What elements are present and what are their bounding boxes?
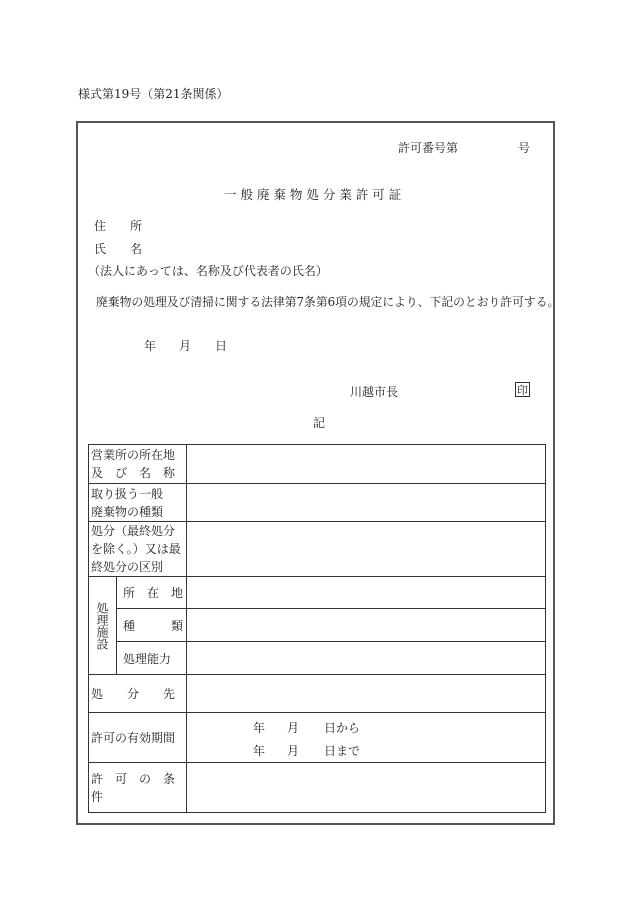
disposal-destination-label: 処 分 先 [91,686,176,701]
table-row [89,675,546,713]
facility-group-label: 処理施設 [95,601,109,650]
facility-type-label-cell [117,609,187,642]
validity-label-cell [89,713,187,763]
facility-capacity-label-cell [117,642,187,675]
table-row [89,577,546,609]
waste-type-value-cell [187,484,546,522]
disposal-category-value-cell [187,522,546,577]
record-heading: 記 [313,416,326,430]
permit-number-suffix: 号 [518,141,531,155]
permit-statement: 廃棄物の処理及び清掃に関する法律第7条第6項の規定により、下記のとおり許可する。 [96,295,560,309]
waste-type-label-cell [89,484,187,522]
certificate-title: 一 般 廃 棄 物 処 分 業 許 可 証 [224,187,402,202]
facility-location-value-cell [187,577,546,609]
date-day: 日 [215,339,228,353]
facility-location-label-cell [117,577,187,609]
issuer-name: 川越市長 [350,385,399,399]
business-office-label-cell [89,445,187,484]
permit-number-label: 許可番号第 [398,141,459,155]
business-office-label-line2: 及 び 名 称 [91,466,176,480]
facility-location-label: 所 在 地 [123,586,184,600]
permit-certificate-frame [76,121,560,825]
date-month: 月 [179,339,192,353]
date-year: 年 [144,339,157,353]
business-office-value-cell [187,445,546,484]
validity-label: 許可の有効期間 [91,730,176,745]
facility-type-label: 種 類 [123,618,184,633]
validity-to-month: 月 [287,744,300,758]
table-row [89,713,546,763]
facility-group-cell [89,577,117,675]
validity-to-day: 日まで [324,744,361,758]
table-row [89,445,546,484]
validity-from-month: 月 [287,721,300,735]
table-row [89,522,546,577]
waste-type-label-line2: 廃棄物の種類 [91,504,164,519]
permit-conditions-label: 許 可 の 条 件 [91,771,188,804]
disposal-category-label-cell [89,522,187,577]
disposal-category-label-line2: を除く。）又は最 [91,542,181,556]
address-label: 住 所 [94,219,143,233]
permit-conditions-label-cell [89,763,187,813]
validity-from-day: 日から [324,721,361,735]
validity-from-year: 年 [253,721,266,735]
business-office-label-line1: 営業所の所在地 [91,448,176,462]
validity-value-cell [187,713,546,763]
form-number-label: 様式第19号（第21条関係） [78,87,229,101]
validity-to-year: 年 [253,744,266,758]
disposal-category-label-line3: 終処分の区別 [91,560,164,574]
corporation-note: （法人にあっては、名称及び代表者の氏名） [88,264,328,278]
table-row [89,642,546,675]
permit-details-table [88,444,546,813]
name-label: 氏 名 [94,242,143,256]
disposal-destination-label-cell [89,675,187,713]
disposal-destination-value-cell [187,675,546,713]
waste-type-label-line1: 取り扱う一般 [91,486,164,501]
table-row [89,763,546,813]
facility-type-value-cell [187,609,546,642]
table-row [89,609,546,642]
facility-capacity-value-cell [187,642,546,675]
seal-mark: 印 [517,384,528,397]
permit-conditions-value-cell [187,763,546,813]
table-row [89,484,546,522]
facility-capacity-label: 処理能力 [123,651,172,666]
disposal-category-label-line1: 処分（最終処分 [91,524,176,538]
